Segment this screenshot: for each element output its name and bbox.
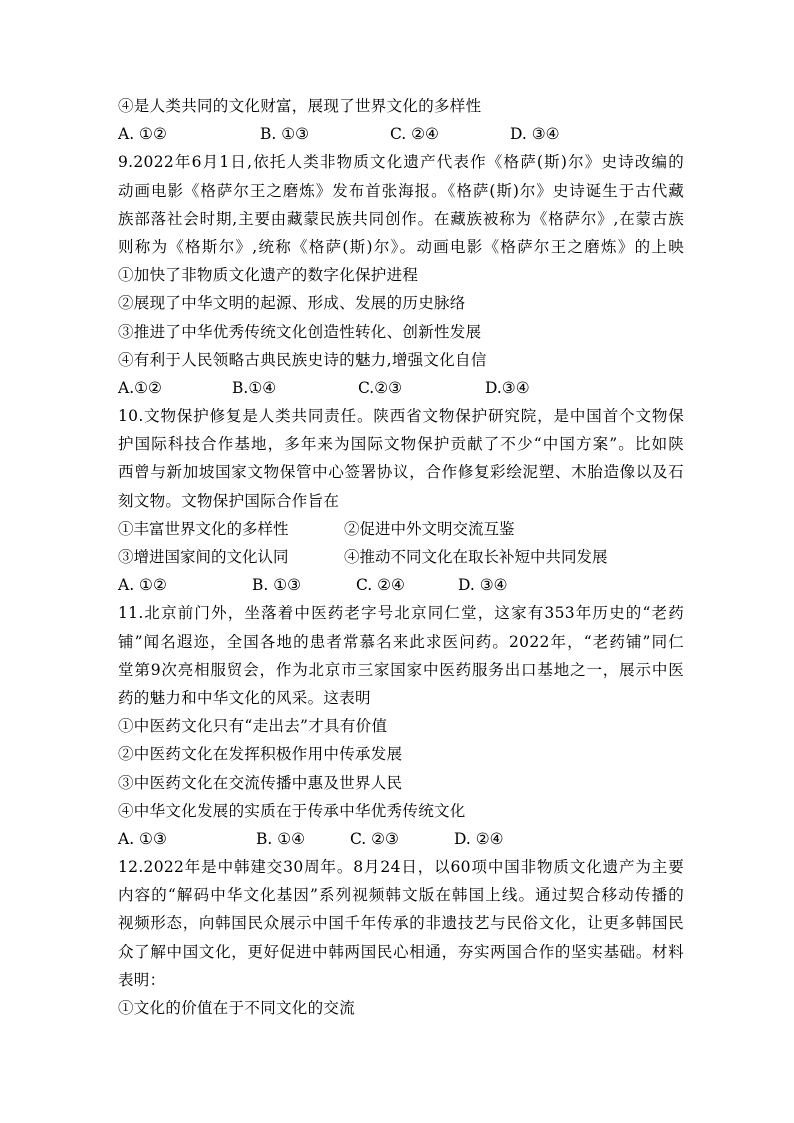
q10-option-row xyxy=(118,515,684,543)
choice-a[interactable]: A.①② xyxy=(118,378,162,397)
q12-option-1: ①文化的价值在于不同文化的交流 xyxy=(118,999,356,1017)
q9-stem-line: 动画电影《格萨尔王之磨炼》发布首张海报。《格萨(斯)尔》史诗诞生于古代藏 xyxy=(118,181,684,200)
choice-a[interactable]: A. ①③ xyxy=(118,829,167,848)
q10-option-1: ①丰富世界文化的多样性 xyxy=(118,519,289,538)
q11-stem-line: 药的魅力和中华文化的风采。这表明 xyxy=(118,688,371,707)
q10-option-4: ④推动不同文化在取长补短中共同发展 xyxy=(344,548,608,566)
exam-page xyxy=(118,92,684,1022)
choice-b[interactable]: B. ①④ xyxy=(256,829,306,848)
q9-answer-choices xyxy=(118,374,684,402)
prev-answer-choices xyxy=(118,120,684,148)
q10-stem-line: 西曾与新加坡国家文物保管中心签署协议，合作修复彩绘泥塑、木胎造像以及石 xyxy=(118,463,684,482)
choice-c[interactable]: C. ②④ xyxy=(390,125,439,144)
q11-stem-line: 铺”闻名遐迩，全国各地的患者常慕名来此求医问药。2022年，“老药铺”同仁 xyxy=(118,632,684,651)
q11-stem-line: 堂第9次亮相服贸会，作为北京市三家国家中医药服务出口基地之一，展示中医 xyxy=(118,660,684,679)
choice-d[interactable]: D. ②④ xyxy=(454,829,504,848)
q9-option-1: ①加快了非物质文化遗产的数字化保护进程 xyxy=(118,266,419,285)
prev-option-4: ④是人类共同的文化财富，展现了世界文化的多样性 xyxy=(118,97,482,115)
q11-stem-line: 11.北京前门外，坐落着中医药老字号北京同仁堂，这家有353年历史的“老药 xyxy=(118,604,684,623)
choice-c[interactable]: C. ②④ xyxy=(356,576,405,595)
q11-option-3: ③中医药文化在交流传播中惠及世界人民 xyxy=(118,773,403,792)
q9-stem-line: 9.2022年6月1日,依托人类非物质文化遗产代表作《格萨(斯)尔》史诗改编的 xyxy=(118,153,684,172)
q11-option-4: ④中华文化发展的实质在于传承中华优秀传统文化 xyxy=(118,801,466,820)
q9-option-4: ④有利于人民领略古典民族史诗的魅力,增强文化自信 xyxy=(118,350,487,369)
q10-option-2: ②促进中外文明交流互鉴 xyxy=(344,519,515,538)
choice-b[interactable]: B. ①③ xyxy=(252,576,302,595)
choice-c[interactable]: C.②③ xyxy=(358,378,403,397)
choice-c[interactable]: C. ②③ xyxy=(350,829,399,848)
choice-d[interactable]: D. ③④ xyxy=(510,125,560,144)
q12-stem-line: 表明： xyxy=(118,970,166,989)
q12-stem-line: 视频形态，向韩国民众展示中国千年传承的非遗技艺与民俗文化，让更多韩国民 xyxy=(118,914,684,933)
q11-option-1: ①中医药文化只有“走出去”才具有价值 xyxy=(118,717,388,736)
choice-b[interactable]: B. ①③ xyxy=(260,125,310,144)
q10-stem-line: 10.文物保护修复是人类共同责任。陕西省文物保护研究院，是中国首个文物保 xyxy=(118,407,684,426)
choice-b[interactable]: B.①④ xyxy=(232,378,277,397)
q11-option-2: ②中医药文化在发挥积极作用中传承发展 xyxy=(118,745,403,764)
q12-stem-line: 众了解中国文化，更好促进中韩两国民心相通，夯实两国合作的坚实基础。材料 xyxy=(118,942,684,961)
q10-option-3: ③增进国家间的文化认同 xyxy=(118,548,289,566)
q9-stem-line: 则称为《格斯尔》,统称《格萨(斯)尔》。动画电影《格萨尔王之磨炼》的上映 xyxy=(118,237,684,256)
q10-stem-line: 刻文物。文物保护国际合作旨在 xyxy=(118,491,340,510)
q10-answer-choices xyxy=(118,571,684,599)
choice-a[interactable]: A. ①② xyxy=(118,125,167,144)
q9-option-2: ②展现了中华文明的起源、形成、发展的历史脉络 xyxy=(118,294,466,313)
q11-answer-choices xyxy=(118,825,684,853)
q10-stem-line: 护国际科技合作基地，多年来为国际文物保护贡献了不少“中国方案”。比如陕 xyxy=(118,435,684,454)
q12-stem-line: 内容的“解码中华文化基因”系列视频韩文版在韩国上线。通过契合移动传播的 xyxy=(118,886,684,905)
choice-d[interactable]: D.③④ xyxy=(485,378,530,397)
q9-stem-line: 族部落社会时期,主要由藏蒙民族共同创作。在藏族被称为《格萨尔》,在蒙古族 xyxy=(118,209,684,228)
choice-d[interactable]: D. ③④ xyxy=(458,576,508,595)
q12-stem-line: 12.2022年是中韩建交30周年。8月24日，以60项中国非物质文化遗产为主要 xyxy=(118,858,684,877)
q9-option-3: ③推进了中华优秀传统文化创造性转化、创新性发展 xyxy=(118,322,482,341)
choice-a[interactable]: A. ①② xyxy=(118,576,167,595)
q10-option-row xyxy=(118,543,684,571)
